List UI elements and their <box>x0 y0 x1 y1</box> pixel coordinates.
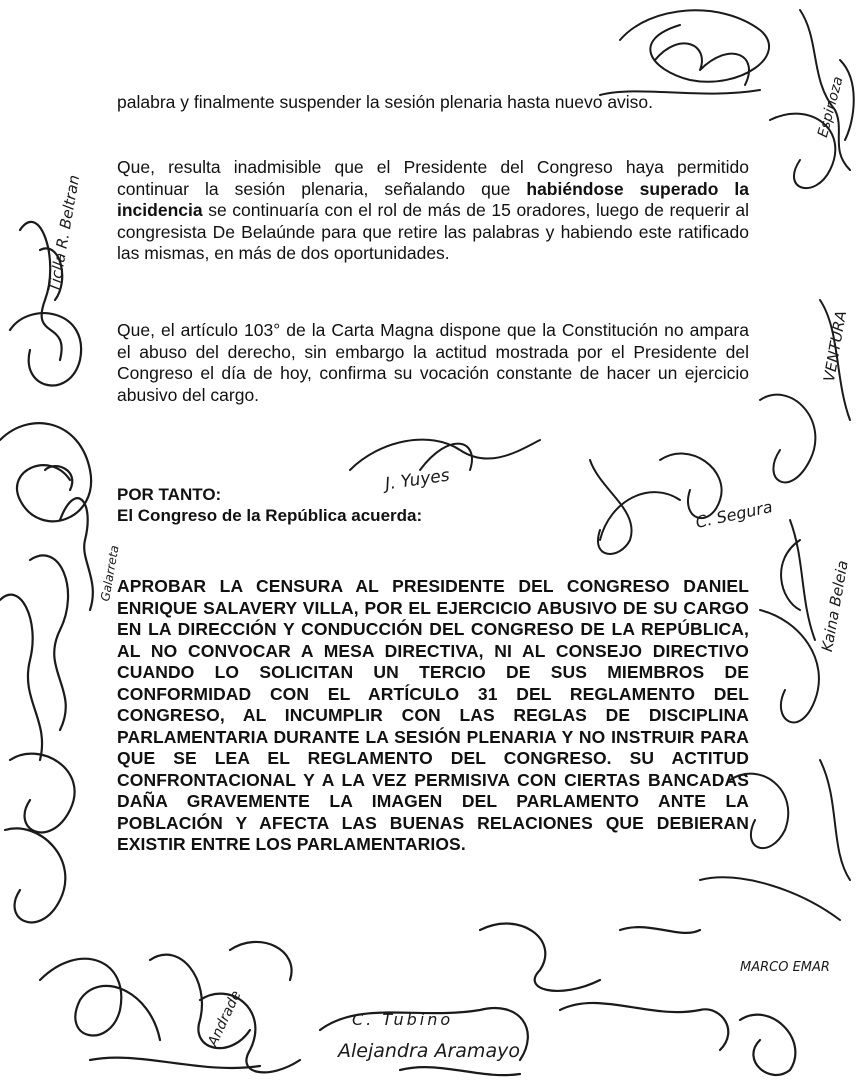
handwritten-galarreta: Galarreta <box>98 544 122 603</box>
handwritten-kaina: Kaina Beleia <box>818 558 852 654</box>
handwritten-alejandra: Alejandra Aramayo <box>338 1040 520 1062</box>
handwritten-segura: C. Segura <box>693 497 775 532</box>
handwritten-tubino: C. Tubino <box>352 1010 454 1029</box>
handwritten-andrade: Andrade <box>205 988 245 1049</box>
paragraph-2-end: se continuaría con el rol de más de 15 oradores, luego de requerir al congresista De Belaúnde para que retire las palabras y habiendo este ratificado las mismas, en más de dos oportunidades. <box>117 200 749 263</box>
heading-por-tanto: POR TANTO: <box>117 485 222 504</box>
signature-left-margin <box>0 222 93 923</box>
handwritten-marco: MARCO EMAR <box>740 960 830 975</box>
handwritten-ventura: VENTURA <box>820 309 851 384</box>
paragraph-1: palabra y finalmente suspender la sesión plenaria hasta nuevo aviso. <box>117 92 654 112</box>
paragraph-2 <box>117 157 749 265</box>
handwritten-yuyes: J. Yuyes <box>383 465 451 495</box>
heading-acuerda: El Congreso de la República acuerda: <box>117 506 423 525</box>
handwritten-ticlla: Ticlla R. Beltran <box>45 173 84 294</box>
paragraph-2-start: Que, resulta inadmisible que el Presidente del Congreso haya permitido continuar la sesión plenaria, señalando que <box>117 157 749 199</box>
resolution-text: APROBAR LA CENSURA AL PRESIDENTE DEL CONGRESO DANIEL ENRIQUE SALAVERY VILLA, POR EL EJERCICIO ABUSIVO DE SU CARGO EN LA DIRECCIÓN Y CONDUCCIÓN DEL CONGRESO DE LA REPÚBLICA, AL NO CONVOCAR A MESA DIRECTIVA, NI AL CONSEJO DIRECTIVO CUANDO LO SOLICITAN UN TERCIO DE SUS MIEMBROS DE CONFORMIDAD CON EL ARTÍCULO 31 DEL REGLAMENTO DEL CONGRESO, AL INCUMPLIR CON LAS REGLAS DE DISCIPLINA PARLAMENTARIA DURANTE LA SESIÓN PLENARIA Y NO INSTRUIR PARA QUE SE LEA EL REGLAMENTO DEL CONGRESO. SU ACTITUD CONFRONTACIONAL Y A LA VEZ PERMISIVA CON CIERTAS BANCADAS DAÑA GRAVEMENTE LA IMAGEN DEL PARLAMENTO ANTE LA POBLACIÓN Y AFECTA LAS BUENAS RELACIONES QUE DEBIERAN EXISTIR ENTRE LOS PARLAMENTARIOS. <box>117 576 749 854</box>
handwritten-espinoza: Espinoza <box>815 74 847 140</box>
paragraph-3: Que, el artículo 103° de la Carta Magna dispone que la Constitución no ampara el abuso del derecho, sin embargo la actitud mostrada por el Presidente del Congreso el día de hoy, confirma su vocación constante de hacer un ejercicio abusivo del cargo. <box>117 320 749 405</box>
signature-middle <box>350 440 722 554</box>
paragraph-2-bold: habiéndose superado la incidencia <box>117 178 750 220</box>
